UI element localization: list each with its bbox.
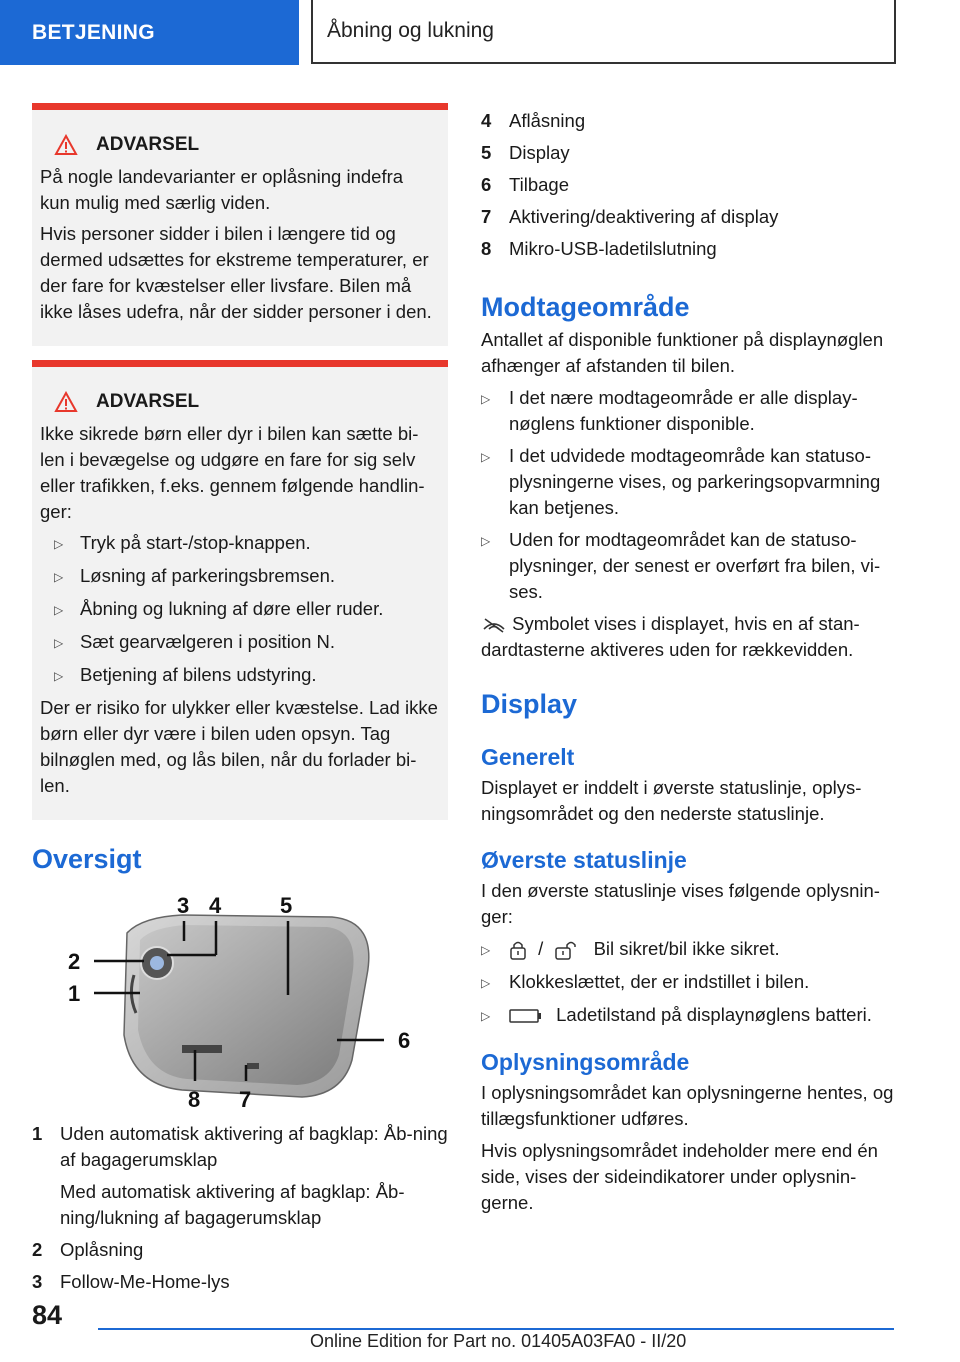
- bullet-text: Tryk på start-/stop-knappen.: [80, 532, 311, 553]
- warning-title: [40, 389, 438, 415]
- warning-bullet: [40, 530, 438, 557]
- legend-number: 2: [32, 1239, 43, 1260]
- battery-icon: [509, 1008, 543, 1024]
- warning-bullet: [40, 662, 438, 689]
- triangle-bullet-icon: ▷: [481, 976, 491, 990]
- left-column: [32, 103, 448, 1301]
- warning-box-2: [32, 360, 448, 820]
- triangle-bullet-icon: ▷: [54, 669, 64, 683]
- bullet-text: Betjening af bilens udstyring.: [80, 664, 317, 685]
- oplys-paragraph: Hvis oplysningsområdet indeholder mere end én side, vises der sideindikatorer under oplysnin-gerne.: [481, 1140, 878, 1213]
- legend-subtext: Med automatisk aktivering af bagklap: Åb-ning/lukning af bagagerumsklap: [60, 1181, 405, 1228]
- oplys-heading: Oplysningsområde: [481, 1049, 690, 1075]
- callout-label: 5: [280, 893, 293, 918]
- bullet-text: Sæt gearvælgeren i position N.: [80, 631, 336, 652]
- legend-text: Aktivering/deaktivering af display: [509, 206, 779, 227]
- modtage-bullet: [481, 385, 901, 437]
- legend-number: 6: [481, 174, 492, 195]
- legend-text: Follow-Me-Home-lys: [60, 1271, 230, 1292]
- statusbar-bullet: [481, 936, 901, 963]
- triangle-bullet-icon: ▷: [481, 534, 491, 548]
- warning-title: [40, 132, 438, 158]
- bullet-text: Løsning af parkeringsbremsen.: [80, 565, 336, 586]
- warning-paragraph: På nogle landevarianter er oplåsning indefra kun mulig med særlig viden.: [40, 166, 404, 213]
- warning-box-1: [32, 103, 448, 346]
- warning-title-text: ADVARSEL: [96, 391, 200, 412]
- legend-number: 8: [481, 238, 492, 259]
- callout-label: 7: [239, 1087, 252, 1112]
- statusbar-bullet: [481, 1002, 901, 1029]
- modtage-bullet: [481, 443, 901, 521]
- warning-triangle-icon: [54, 391, 78, 413]
- triangle-bullet-icon: ▷: [54, 570, 64, 584]
- triangle-bullet-icon: ▷: [54, 603, 64, 617]
- modtage-bullet: [481, 527, 901, 605]
- bullet-text: Uden for modtageområdet kan de statuso-plysninger, der senest er overført fra bilen, vi-ses.: [509, 529, 881, 602]
- warning-outro: Der er risiko for ulykker eller kvæstelse. Lad ikke børn eller dyr være i bilen uden opsyn. Tag bilnøglen med, og lås bilen, når du forlader bi-len.: [40, 697, 438, 796]
- callout-label: 1: [68, 981, 81, 1006]
- legend-text: Oplåsning: [60, 1239, 144, 1260]
- oeverste-heading: Øverste statuslinje: [481, 847, 687, 873]
- generelt-heading: Generelt: [481, 744, 575, 770]
- callout-label: 3: [177, 893, 190, 918]
- bullet-text: I det nære modtageområde er alle display-nøglens funktioner disponible.: [509, 387, 858, 434]
- warning-triangle-icon: [54, 134, 78, 156]
- section-tab: BETJENING: [0, 0, 299, 65]
- legend-number: 4: [481, 110, 492, 131]
- triangle-bullet-icon: ▷: [481, 392, 491, 406]
- triangle-bullet-icon: ▷: [481, 943, 491, 957]
- oversigt-heading: Oversigt: [32, 844, 142, 874]
- legend-item: [481, 204, 901, 230]
- bullet-text: Klokkeslættet, der er indstillet i bilen.: [509, 971, 810, 992]
- oeverste-intro: I den øverste statuslinje vises følgende oplysnin-ger:: [481, 880, 880, 927]
- statusbar-bullet: [481, 969, 901, 996]
- key-screen: [138, 925, 354, 1085]
- display-key-illustration: [32, 885, 448, 1115]
- bullet-text: Bil sikret/bil ikke sikret.: [593, 938, 780, 959]
- legend-text: Tilbage: [509, 174, 569, 195]
- triangle-bullet-icon: ▷: [481, 1009, 491, 1023]
- locked-icon: [509, 940, 527, 960]
- bullet-text: Ladetilstand på displaynøglens batteri.: [556, 1004, 872, 1025]
- footer-divider: [98, 1328, 894, 1330]
- modtage-heading: Modtageområde: [481, 292, 690, 322]
- page-number: 84: [32, 1300, 63, 1330]
- bullet-text: Åbning og lukning af døre eller ruder.: [80, 598, 384, 619]
- legend-item: [32, 1121, 448, 1173]
- right-column: [481, 108, 901, 1222]
- symbol-note-text: Symbolet vises i displayet, hvis en af stan-dardtasterne aktiveres uden for rækkevidden.: [481, 613, 860, 660]
- legend-item: [481, 236, 901, 262]
- warning-title-text: ADVARSEL: [96, 134, 200, 155]
- symbol-note: [481, 611, 901, 663]
- legend-number: 3: [32, 1271, 43, 1292]
- oplys-paragraph: I oplysningsområdet kan oplysningerne hentes, og tillægsfunktioner udføres.: [481, 1082, 894, 1129]
- warning-bullet: [40, 563, 438, 590]
- callout-label: 4: [209, 893, 222, 918]
- legend-text: Uden automatisk aktivering af bagklap: Åb-ning af bagagerumsklap: [60, 1123, 448, 1170]
- legend-text: Mikro-USB-ladetilslutning: [509, 238, 717, 259]
- legend-number: 5: [481, 142, 492, 163]
- triangle-bullet-icon: ▷: [54, 636, 64, 650]
- legend-number: 7: [481, 206, 492, 227]
- legend-number: 1: [32, 1123, 43, 1144]
- display-heading: Display: [481, 689, 578, 719]
- unlocked-icon: [554, 940, 580, 960]
- legend-item: [481, 172, 901, 198]
- generelt-text: Displayet er inddelt i øverste statuslinje, oplys-ningsområdet og den nederste statuslinje.: [481, 777, 862, 824]
- separator-text: /: [538, 938, 544, 959]
- bullet-text: I det udvidede modtageområde kan statuso-plysningerne vises, og parkeringsopvarmning kan betjenes.: [509, 445, 881, 518]
- modtage-intro: Antallet af disponible funktioner på displaynøglen afhænger af afstanden til bilen.: [481, 329, 884, 376]
- legend-text: Aflåsning: [509, 110, 586, 131]
- warning-intro: Ikke sikrede børn eller dyr i bilen kan sætte bi-len i bevægelse og udgøre en fare for sig selv eller trafikken, f.eks. gennem følgende handlin-ger:: [40, 423, 425, 522]
- warning-bullet: [40, 596, 438, 623]
- chapter-title: Åbning og lukning: [311, 0, 896, 64]
- triangle-bullet-icon: ▷: [54, 537, 64, 551]
- footer-edition: Online Edition for Part no. 01405A03FA0 - II/20: [310, 1331, 687, 1351]
- legend-item: [32, 1269, 448, 1295]
- legend-item: [481, 108, 901, 134]
- legend-item: [481, 140, 901, 166]
- warning-paragraph: Hvis personer sidder i bilen i længere tid og dermed udsættes for ekstreme temperaturer, er der fare for kvæstelser eller livsfare. Bilen må ikke låses udefra, når der sidder personer i den.: [40, 223, 432, 322]
- callout-label: 2: [68, 949, 81, 974]
- out-of-range-icon: [481, 617, 507, 633]
- triangle-bullet-icon: ▷: [481, 450, 491, 464]
- usb-port: [182, 1045, 222, 1053]
- callout-label: 8: [188, 1087, 201, 1112]
- callout-label: 6: [398, 1028, 411, 1053]
- warning-bullet: [40, 629, 438, 656]
- legend-item: [32, 1237, 448, 1263]
- legend-text: Display: [509, 142, 570, 163]
